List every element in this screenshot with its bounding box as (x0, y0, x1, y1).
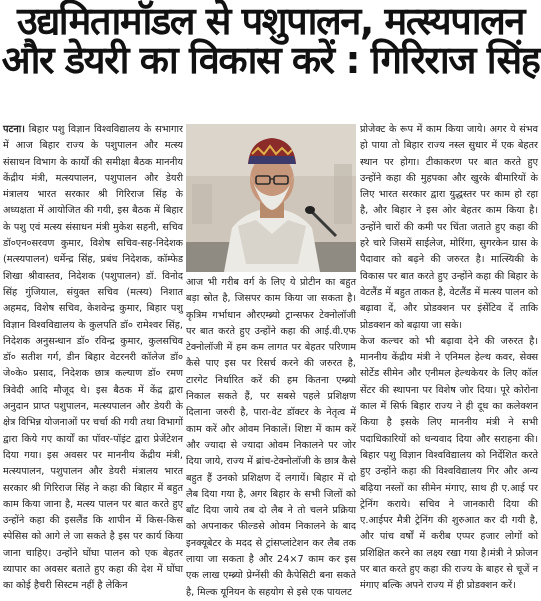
column-3-paragraph-1: प्रोजेक्ट के रूप में काम किया जाये। अगर ये संभव हो पाया तो बिहार राज्य नस्ल सुधार में एक बेहतर स्थान पर होगा। टीकाकरण पर बात करते हुए उन्होंने कहा की मुहपका और खुरके बीमारियों के लिए भारत सरकार द्वारा युद्धस्तर पर काम हो रहा है, और बिहार ने इस ओर बेहतर काम किया है। उन्होंने चारों की कमी पर चिंता जताते हुए कहा की हरे चारे जिसमें साईलेज, मोरिंगा, सुगरकेन ग्रास के पैदावार को बढ़ने की जरुरत है। मात्स्यिकी के विकास पर बात करते हुए उन्होंने कहा की बिहार के वेटलैंड में बहुत ताकत है, वेटलैंड में मत्स्य पालन को बढ़ावा दें, और प्रोडक्शन पर इंसेंटिव दें ताकि प्रोडक्शन को बढ़ाया जा सके। (360, 124, 538, 331)
minister-photo-image (186, 124, 356, 272)
minister-photo (186, 124, 356, 272)
dateline: पटना। (3, 124, 25, 135)
article-column-2 (186, 275, 356, 598)
column-1-text: बिहार पशु विज्ञान विश्वविद्यालय के सभागार में आज बिहार राज्य के पशुपालन और मत्स्य संसाधन विभाग के कार्यों की समीक्षा बैठक माननीय केंद्रीय मंत्री, मत्स्यपालन, पशुपालन और डेयरी मंत्रालय भारत सरकार श्री गिरिराज सिंह के अध्यक्षता में आयोजित की गयी, इस बैठक में बिहार के पशु एवं मत्स्य संसाधन मंत्री मुकेश सहनी, सचिव डॉ०एन०सरवण कुमार, विशेष सचिव-सह-निदेशक (मत्स्यपालन) धर्मेन्द्र सिंह, प्रबंध निदेशक, कॉम्फेड शिखा श्रीवास्तव, निदेशक (पशुपालन) डॉ. विनोद सिंह गुंजियाल, संयुक्त सचिव (मत्स्य) निशात अहमद, विशेष सचिव, केशवेन्द्र कुमार, बिहार पशु विज्ञान विश्वविद्यालय के कुलपति डॉ० रामेश्वर सिंह, निदेशक अनुसन्धान डॉ० रविन्द्र कुमार, कुलसचिव डॉ० सतीश गर्ग, डीन बिहार वेटरनरी कॉलेज डॉ० जे०के० प्रसाद, निदेशक छात्र कल्याण डॉ० रमण त्रिवेदी आदि मौजूद थे। इस बैठक में केंद्र द्वारा अनुदान प्राप्त पशुपालन, मत्स्यपालन और डेयरी के क्षेत्र विभिन्न योजनाओं पर चर्चा की गयी तथा विभागों द्वारा किये गए कार्यों का पॉवर-पॉइंट द्वारा प्रेजेंटेशन दिया गया। इस अवसर पर माननीय केंद्रीय मंत्री, मत्स्यपालन, पशुपालन और डेयरी मंत्रालय भारत सरकार श्री गिरिराज सिंह ने कहा की बिहार में बहुत काम किया जाना है, मत्स्य पालन पर बात करते हुए उन्होंने कहा की इसलैंड कि शापीन में किस-किस स्पेसिस को आगे ले जा सकते है इस पर कार्य किया जाना चाहिए। उन्होंने घोंघा पालन को एक बेहतर व्यापार का अवसर बताते हुए कहा की देश में घोंघा का कोई हैचरी सिस्टम नहीं है लेकिन (3, 124, 183, 592)
headline (0, 2, 541, 80)
article-column-3 (360, 122, 538, 592)
headline-line-1: उद्यमितामॉडल से पशुपालन, मत्स्यपालन (17, 0, 524, 43)
column-1-paragraph (3, 122, 183, 595)
article-column-1 (3, 122, 183, 592)
column-3-paragraph-2: केज कल्चर को भी बढ़ावा देने की जरुरत है। माननीय केंद्रीय मंत्री ने एनिमल हेल्थ कवर, सेक्स सोर्टेड सीमेन और एनीमल हेल्थकेयर के लिए कॉल सेंटर की स्थापना पर विशेष जोर दिया। पूरे कोरोना काल में सिर्फ बिहार राज्य ने ही दूध का कलेक्शन किया है इसके लिए माननीय मंत्री ने सभी पदाधिकारियों को धन्यवाद दिया और सराहना की। बिहार पशु विज्ञान विश्वविद्यालय को निर्देशित करते हुए उन्होंने कहा की विश्वविद्यालय गिर और अन्य बढ़िया नस्लों का सीमेन मंगाए, साथ ही ए.आई पर ट्रेनिंग कराये। सचिव ने जानकारी दिया की ए.आईपर मैत्री ट्रेनिंग की शुरुआत कर दी गयी है, और पांच वर्षों में करीब एप्पर हजार लोगों को प्रशिक्षित करने का लक्ष्य रखा गया है।मंत्री ने फ्रोजन पर बात करते हुए कहा की राज्य के बाहर से चूजें न मंगाए बल्कि अपने राज्य में ही प्रोडक्शन करें। (360, 335, 538, 592)
headline-line-2: और डेयरी का विकास करें : गिरिराज सिंह (1, 37, 540, 82)
column-2-paragraph: आज भी गरीब वर्ग के लिए ये प्रोटीन का बहुत बड़ा स्रोत है, जिसपर काम किया जा सकता है।कृत्रिम गर्भाधान औरएम्ब्र्यो ट्रान्सफर टेक्नोलॉजी पर बात करते हुए उन्होंने कहा की आई.वी.एफ टेक्नोलॉजी में हम कम लागत पर बेहतर परिणाम कैसे पाए इस पर रिसर्च करने की जरुरत है, टारगेट निर्धारित करें की हम कितना एम्ब्र्यो निकाल सकते हैं, पर सबसे पहले प्रशिक्षण दिलाना जरुरी है, पारा-वेट डॉक्टर के नेतृत्व में काम करें और ओवम निकालें। शिष्टा में काम करें और ज्यादा से ज्यादा ओवम निकालने पर जोर दिया जाये, राज्य में ब्रांच-टेक्नोलॉजी के छात्र कैसे बहुत हैं उनको प्रशिक्षण दें लगायें। बिहार में दो लैब दिया गया है, अगर बिहार के सभी जिलों को बाँट दिया जाये तब दो लैब ने तो चलने प्रक्रिया को अपनाकर फील्डसे ओवम निकालने के बाद इनक्यूबेटर के मदद से ट्रांसप्लांटेशन कर लैब तक लाया जा सकता है और 24×7 काम कर इस एक लाख एम्ब्र्यो प्रेग्नेंसी की कैपेसिटी बना सकते है, मिल्क यूनियन के सहयोग से इसे एक पायलट (186, 277, 356, 598)
